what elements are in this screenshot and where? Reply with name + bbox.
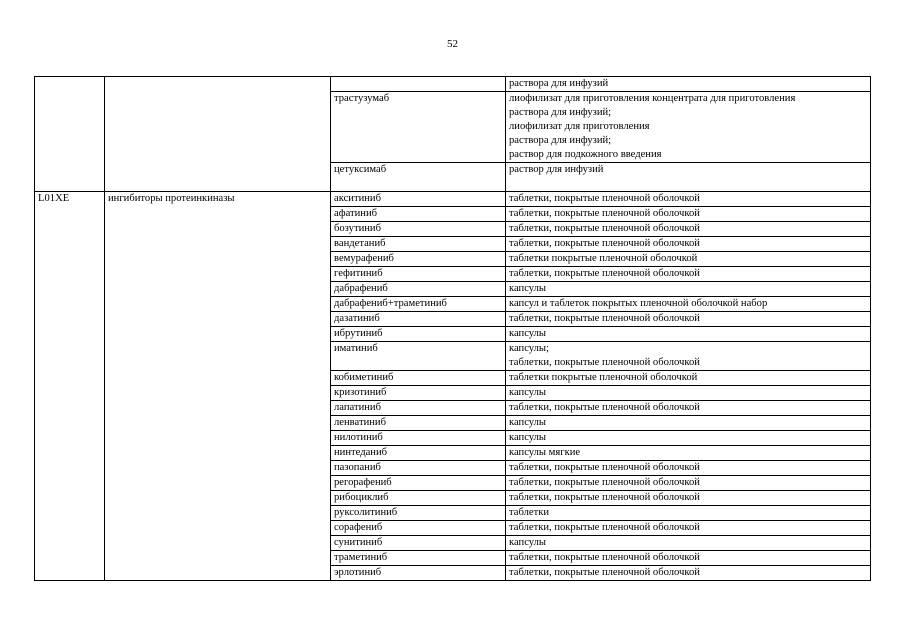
dosage-form-text: таблетки, покрытые пленочной оболочкой bbox=[509, 567, 700, 578]
page-number: 52 bbox=[447, 38, 458, 50]
dosage-form-text: капсулы bbox=[509, 387, 547, 398]
drug-name-cell bbox=[331, 461, 506, 476]
dosage-form-text: таблетки покрытые пленочной оболочкой bbox=[509, 253, 698, 264]
drug-name-text: сорафениб bbox=[334, 522, 383, 533]
drug-name-cell bbox=[331, 237, 506, 252]
drug-name-cell bbox=[331, 386, 506, 401]
table-row bbox=[35, 192, 871, 207]
dosage-form-text: таблетки, покрытые пленочной оболочкой bbox=[509, 313, 700, 324]
drug-name-text: акситиниб bbox=[334, 193, 381, 204]
dosage-form-text: таблетки bbox=[509, 507, 550, 518]
drug-name-text: кобиметиниб bbox=[334, 372, 394, 383]
dosage-form-cell bbox=[506, 297, 871, 312]
drug-table bbox=[34, 76, 871, 581]
dosage-form-cell bbox=[506, 551, 871, 566]
dosage-form-text: таблетки, покрытые пленочной оболочкой bbox=[509, 492, 700, 503]
atc-code-cell-empty bbox=[35, 77, 105, 192]
drug-table-body bbox=[35, 77, 871, 581]
drug-name-cell bbox=[331, 536, 506, 551]
drug-name-text: нинтеданиб bbox=[334, 447, 388, 458]
drug-name-text: иматиниб bbox=[334, 343, 378, 354]
drug-name-cell bbox=[331, 222, 506, 237]
drug-name-text: регорафениб bbox=[334, 477, 392, 488]
dosage-form-text: таблетки, покрытые пленочной оболочкой bbox=[509, 357, 700, 368]
dosage-form-cell bbox=[506, 416, 871, 431]
drug-name-text: пазопаниб bbox=[334, 462, 381, 473]
dosage-form-text: раствора для инфузий bbox=[509, 78, 609, 89]
dosage-form-text: раствор для инфузий bbox=[509, 164, 604, 175]
dosage-form-cell bbox=[506, 431, 871, 446]
drug-name-cell bbox=[331, 371, 506, 386]
dosage-form-cell bbox=[506, 282, 871, 297]
drug-name-text: дабрафениб bbox=[334, 283, 388, 294]
drug-name-text: дазатиниб bbox=[334, 313, 380, 324]
dosage-form-text: капсул и таблеток покрытых пленочной оболочкой набор bbox=[509, 298, 768, 309]
group-name-cell bbox=[105, 192, 331, 581]
dosage-form-text: таблетки, покрытые пленочной оболочкой bbox=[509, 522, 700, 533]
dosage-form-cell bbox=[506, 506, 871, 521]
drug-name-cell bbox=[331, 252, 506, 267]
dosage-form-text: таблетки, покрытые пленочной оболочкой bbox=[509, 552, 700, 563]
drug-name-cell bbox=[331, 267, 506, 282]
dosage-form-text bbox=[509, 177, 870, 191]
drug-name-cell bbox=[331, 342, 506, 371]
dosage-form-text: капсулы bbox=[509, 328, 547, 339]
dosage-form-cell bbox=[506, 566, 871, 581]
drug-name-cell bbox=[331, 401, 506, 416]
dosage-form-cell bbox=[506, 491, 871, 506]
dosage-form-cell bbox=[506, 237, 871, 252]
dosage-form-text: таблетки, покрытые пленочной оболочкой bbox=[509, 462, 700, 473]
drug-name-cell bbox=[331, 312, 506, 327]
drug-name-text: вандетаниб bbox=[334, 238, 386, 249]
dosage-form-text: капсулы мягкие bbox=[509, 447, 581, 458]
dosage-form-cell bbox=[506, 536, 871, 551]
drug-name-cell bbox=[331, 192, 506, 207]
drug-name-text: эрлотиниб bbox=[334, 567, 382, 578]
dosage-form-text: таблетки, покрытые пленочной оболочкой bbox=[509, 238, 700, 249]
dosage-form-cell bbox=[506, 386, 871, 401]
drug-name-text: вемурафениб bbox=[334, 253, 394, 264]
drug-name-cell bbox=[331, 77, 506, 92]
drug-name-text: трастузумаб bbox=[334, 93, 390, 104]
drug-name-text: сунитиниб bbox=[334, 537, 383, 548]
drug-name-text: ленватиниб bbox=[334, 417, 386, 428]
dosage-form-cell bbox=[506, 222, 871, 237]
group-name-cell-empty bbox=[105, 77, 331, 192]
drug-name-text: афатиниб bbox=[334, 208, 378, 219]
dosage-form-cell bbox=[506, 371, 871, 386]
dosage-form-text: раствор для подкожного введения bbox=[509, 149, 662, 160]
dosage-form-cell bbox=[506, 267, 871, 282]
drug-name-text: цетуксимаб bbox=[334, 164, 387, 175]
dosage-form-cell bbox=[506, 192, 871, 207]
dosage-form-text: таблетки, покрытые пленочной оболочкой bbox=[509, 223, 700, 234]
drug-name-cell bbox=[331, 551, 506, 566]
drug-name-text: гефитиниб bbox=[334, 268, 383, 279]
dosage-form-text: капсулы bbox=[509, 432, 547, 443]
dosage-form-text: капсулы bbox=[509, 283, 547, 294]
dosage-form-text: раствора для инфузий; bbox=[509, 135, 612, 146]
dosage-form-cell bbox=[506, 77, 871, 92]
table-row bbox=[35, 77, 871, 92]
drug-name-cell bbox=[331, 297, 506, 312]
drug-name-text: дабрафениб+траметиниб bbox=[334, 298, 447, 309]
drug-name-cell bbox=[331, 521, 506, 536]
drug-name-text: ибрутиниб bbox=[334, 328, 383, 339]
drug-name-cell bbox=[331, 566, 506, 581]
drug-name-cell bbox=[331, 207, 506, 222]
dosage-form-cell bbox=[506, 327, 871, 342]
dosage-form-cell bbox=[506, 342, 871, 371]
dosage-form-cell bbox=[506, 92, 871, 163]
dosage-form-cell bbox=[506, 476, 871, 491]
dosage-form-text: таблетки, покрытые пленочной оболочкой bbox=[509, 402, 700, 413]
dosage-form-text: капсулы bbox=[509, 417, 547, 428]
drug-name-text: нилотиниб bbox=[334, 432, 383, 443]
drug-name-cell bbox=[331, 446, 506, 461]
drug-name-text: лапатиниб bbox=[334, 402, 381, 413]
drug-name-text: кризотиниб bbox=[334, 387, 387, 398]
drug-name-text: рибоциклиб bbox=[334, 492, 389, 503]
atc-code-cell bbox=[35, 192, 105, 581]
drug-name-text: траметиниб bbox=[334, 552, 388, 563]
drug-name-cell bbox=[331, 327, 506, 342]
drug-name-text: бозутиниб bbox=[334, 223, 381, 234]
group-name: ингибиторы протеинкиназы bbox=[108, 193, 235, 204]
atc-code: L01XE bbox=[38, 193, 70, 204]
drug-name-cell bbox=[331, 163, 506, 192]
drug-name-cell bbox=[331, 506, 506, 521]
drug-name-cell bbox=[331, 431, 506, 446]
drug-name-cell bbox=[331, 282, 506, 297]
drug-name-cell bbox=[331, 491, 506, 506]
dosage-form-cell bbox=[506, 163, 871, 192]
drug-name-cell bbox=[331, 476, 506, 491]
dosage-form-text: лиофилизат для приготовления концентрата для приготовления bbox=[509, 93, 796, 104]
drug-name-text: руксолитиниб bbox=[334, 507, 398, 518]
dosage-form-cell bbox=[506, 401, 871, 416]
dosage-form-text: таблетки покрытые пленочной оболочкой bbox=[509, 372, 698, 383]
dosage-form-cell bbox=[506, 312, 871, 327]
dosage-form-cell bbox=[506, 252, 871, 267]
dosage-form-text: таблетки, покрытые пленочной оболочкой bbox=[509, 477, 700, 488]
dosage-form-cell bbox=[506, 207, 871, 222]
dosage-form-text: таблетки, покрытые пленочной оболочкой bbox=[509, 208, 700, 219]
dosage-form-cell bbox=[506, 461, 871, 476]
dosage-form-text: капсулы bbox=[509, 537, 547, 548]
dosage-form-text: лиофилизат для приготовления bbox=[509, 121, 650, 132]
dosage-form-cell bbox=[506, 521, 871, 536]
dosage-form-text: таблетки, покрытые пленочной оболочкой bbox=[509, 193, 700, 204]
dosage-form-text: капсулы; bbox=[509, 343, 549, 354]
dosage-form-cell bbox=[506, 446, 871, 461]
drug-name-cell bbox=[331, 416, 506, 431]
dosage-form-text: раствора для инфузий; bbox=[509, 107, 612, 118]
drug-name-cell bbox=[331, 92, 506, 163]
dosage-form-text: таблетки, покрытые пленочной оболочкой bbox=[509, 268, 700, 279]
